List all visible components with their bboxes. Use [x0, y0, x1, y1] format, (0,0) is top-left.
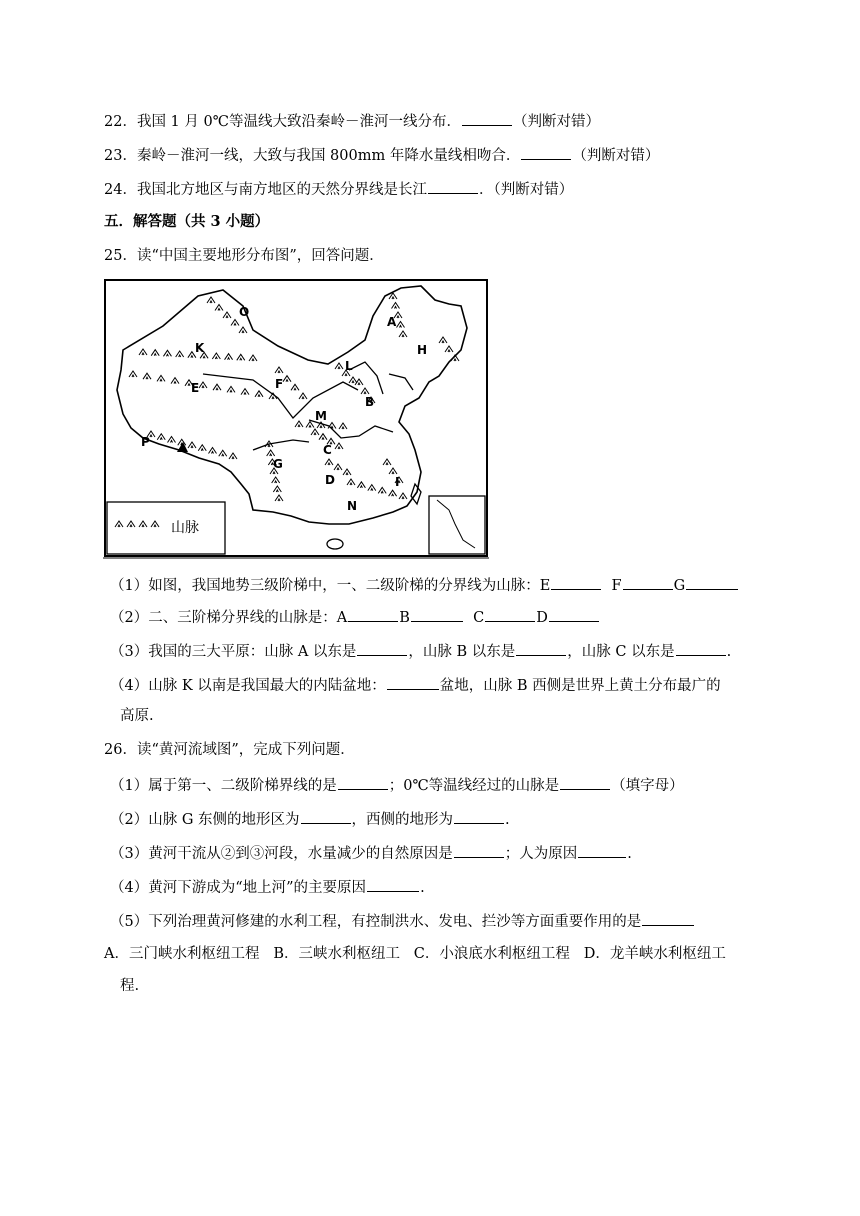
- mountain-symbol: [199, 382, 207, 388]
- mountain-symbol: [157, 434, 165, 440]
- mountain-symbol: [368, 485, 376, 491]
- map-label-d: D: [325, 473, 335, 487]
- answer-blank[interactable]: [551, 574, 601, 590]
- mountain-symbol: [139, 349, 147, 355]
- option-a[interactable]: A．三门峡水利枢纽工程: [104, 946, 260, 962]
- q26-part2: （2）山脉 G 东侧的地形区为 ，西侧的地形为 .: [110, 808, 510, 830]
- q25-part1: （1）如图，我国地势三级阶梯中，一、二级阶梯的分界线为山脉：E F G: [110, 574, 739, 596]
- china-terrain-map: [103, 278, 489, 560]
- answer-blank[interactable]: [338, 774, 388, 790]
- question-22: 22．我国 1 月 0℃等温线大致沿秦岭－淮河一线分布． （判断对错）: [104, 110, 600, 132]
- map-svg: [103, 278, 489, 560]
- mountain-symbol: [389, 490, 397, 496]
- mountain-symbol: [198, 445, 206, 451]
- mountain-symbol: [255, 391, 263, 397]
- mountain-symbol: [143, 373, 151, 379]
- mountain-symbol: [357, 482, 365, 488]
- mountain-symbol: [275, 495, 283, 501]
- mountain-symbol: [213, 384, 221, 390]
- map-label-f: F: [275, 377, 284, 391]
- map-label-k: K: [195, 341, 205, 355]
- mountain-symbol: [334, 464, 342, 470]
- answer-blank[interactable]: [549, 606, 599, 622]
- mountain-symbol: [127, 521, 135, 527]
- answer-blank[interactable]: [578, 842, 626, 858]
- mountain-symbol: [399, 493, 407, 499]
- mountain-symbol: [299, 393, 307, 399]
- q25-part4-continued: 高原.: [120, 708, 154, 724]
- q25-part3: （3）我国的三大平原：山脉 A 以东是 ，山脉 B 以东是 ，山脉 C 以东是 .: [110, 640, 731, 662]
- mountain-symbol: [311, 429, 319, 435]
- mountain-symbol: [295, 421, 303, 427]
- map-label-a: A: [387, 315, 397, 329]
- mountain-symbol: [335, 443, 343, 449]
- mountain-symbol: [188, 442, 196, 448]
- mountain-symbol: [207, 297, 215, 303]
- mountain-symbol: [157, 375, 165, 381]
- mountain-symbol: [273, 486, 281, 492]
- mountain-symbol: [283, 376, 291, 382]
- mountain-symbol: [219, 450, 227, 456]
- answer-blank[interactable]: [454, 842, 504, 858]
- mountain-symbol: [439, 337, 447, 343]
- mountain-symbol: [399, 331, 407, 337]
- q26-part3: （3）黄河干流从②到③河段，水量减少的自然原因是 ；人为原因 .: [110, 842, 632, 864]
- option-b[interactable]: B．三峡水利枢纽工: [273, 946, 400, 962]
- mountain-symbol: [445, 346, 453, 352]
- mountain-symbol: [239, 327, 247, 333]
- answer-blank[interactable]: [462, 110, 512, 126]
- answer-blank[interactable]: [357, 640, 407, 656]
- mountain-symbol: [272, 477, 280, 483]
- mountain-symbol: [151, 350, 159, 356]
- answer-blank[interactable]: [485, 606, 535, 622]
- mountain-symbol: [347, 479, 355, 485]
- mountain-symbol: [378, 487, 386, 493]
- q26-options: [104, 944, 726, 964]
- mountain-symbol: [231, 320, 239, 326]
- q25-part4: （4）山脉 K 以南是我国最大的内陆盆地： 盆地，山脉 B 西侧是世界上黄土分布最广的: [110, 674, 721, 696]
- map-label-b: B: [365, 395, 375, 409]
- answer-blank[interactable]: [411, 606, 463, 622]
- q25-part2: （2）二、三阶梯分界线的山脉是：A B C D: [110, 606, 600, 628]
- mountain-symbol: [209, 448, 217, 454]
- mountain-symbol: [229, 453, 237, 459]
- map-label-m: M: [315, 409, 327, 423]
- map-label-i: I: [395, 475, 400, 489]
- mountain-symbol: [139, 521, 147, 527]
- mountain-symbol: [129, 371, 137, 377]
- map-label-p: P: [141, 435, 150, 449]
- mountain-symbol: [325, 459, 333, 465]
- mountain-symbol: [339, 423, 347, 429]
- mountain-symbol: [176, 351, 184, 357]
- question-24: 24．我国北方地区与南方地区的天然分界线是长江 ．（判断对错）: [104, 178, 573, 200]
- mountain-symbol: [349, 377, 357, 383]
- mountain-symbol: [227, 386, 235, 392]
- mountain-symbol: [115, 521, 123, 527]
- question-23: 23．秦岭－淮河一线，大致与我国 800mm 年降水量线相吻合． （判断对错）: [104, 144, 659, 166]
- mountain-symbol: [275, 367, 283, 373]
- answer-blank[interactable]: [686, 574, 738, 590]
- answer-blank[interactable]: [454, 808, 504, 824]
- map-label-o: O: [239, 305, 250, 319]
- mountain-symbol: [267, 450, 275, 456]
- option-d[interactable]: D．龙羊峡水利枢纽工: [583, 946, 726, 962]
- q26-part1: （1）属于第一、二级阶梯界线的是 ；0℃等温线经过的山脉是 （填字母）: [110, 774, 684, 796]
- answer-blank[interactable]: [521, 144, 571, 160]
- section-title: 五．解答题（共 3 小题）: [104, 213, 270, 230]
- legend-label: 山脉: [171, 520, 199, 536]
- map-label-l: L: [345, 359, 353, 373]
- map-label-g: G: [273, 457, 283, 471]
- mountain-symbol: [241, 389, 249, 395]
- q26-part4: （4）黄河下游成为“地上河”的主要原因 .: [110, 876, 425, 898]
- mountain-symbol: [343, 469, 351, 475]
- mountain-symbol: [383, 459, 391, 465]
- mountain-symbol: [319, 434, 327, 440]
- answer-blank[interactable]: [642, 910, 694, 926]
- mountain-symbol: [392, 303, 400, 309]
- mountain-symbol: [223, 312, 231, 318]
- answer-blank[interactable]: [301, 808, 351, 824]
- mountain-symbol: [163, 350, 171, 356]
- mountain-symbol: [212, 353, 220, 359]
- map-label-c: C: [323, 443, 332, 457]
- option-c[interactable]: C．小浪底水利枢纽工程: [413, 946, 570, 962]
- map-label-n: N: [347, 499, 358, 513]
- answer-blank[interactable]: [516, 640, 566, 656]
- mountain-symbol: [237, 354, 245, 360]
- answer-blank[interactable]: [348, 606, 398, 622]
- map-label-e: E: [191, 381, 200, 395]
- answer-blank[interactable]: [676, 640, 726, 656]
- mountain-symbol: [361, 388, 369, 394]
- mountain-symbol: [306, 422, 314, 428]
- mountain-symbol: [151, 521, 159, 527]
- answer-blank[interactable]: [623, 574, 673, 590]
- mountain-symbol: [249, 355, 257, 361]
- mountain-symbol: [291, 384, 299, 390]
- mountain-symbol: [225, 354, 233, 360]
- answer-blank[interactable]: [367, 876, 419, 892]
- map-label-h: H: [417, 343, 428, 357]
- answer-blank[interactable]: [387, 674, 439, 690]
- mountain-symbol: [215, 305, 223, 311]
- question-25-intro: 25．读“中国主要地形分布图”，回答问题．: [104, 248, 384, 264]
- mountain-symbol: [168, 437, 176, 443]
- q26-options-continued: 程.: [120, 978, 140, 994]
- mountain-symbol: [171, 378, 179, 384]
- answer-blank[interactable]: [560, 774, 610, 790]
- question-26-intro: 26．读“黄河流域图”，完成下列问题．: [104, 742, 355, 758]
- answer-blank[interactable]: [428, 178, 478, 194]
- q26-part5: （5）下列治理黄河修建的水利工程，有控制洪水、发电、拦沙等方面重要作用的是: [110, 910, 695, 932]
- mountain-symbol: [335, 363, 343, 369]
- mountain-symbol: [397, 322, 405, 328]
- mountain-symbol: [389, 468, 397, 474]
